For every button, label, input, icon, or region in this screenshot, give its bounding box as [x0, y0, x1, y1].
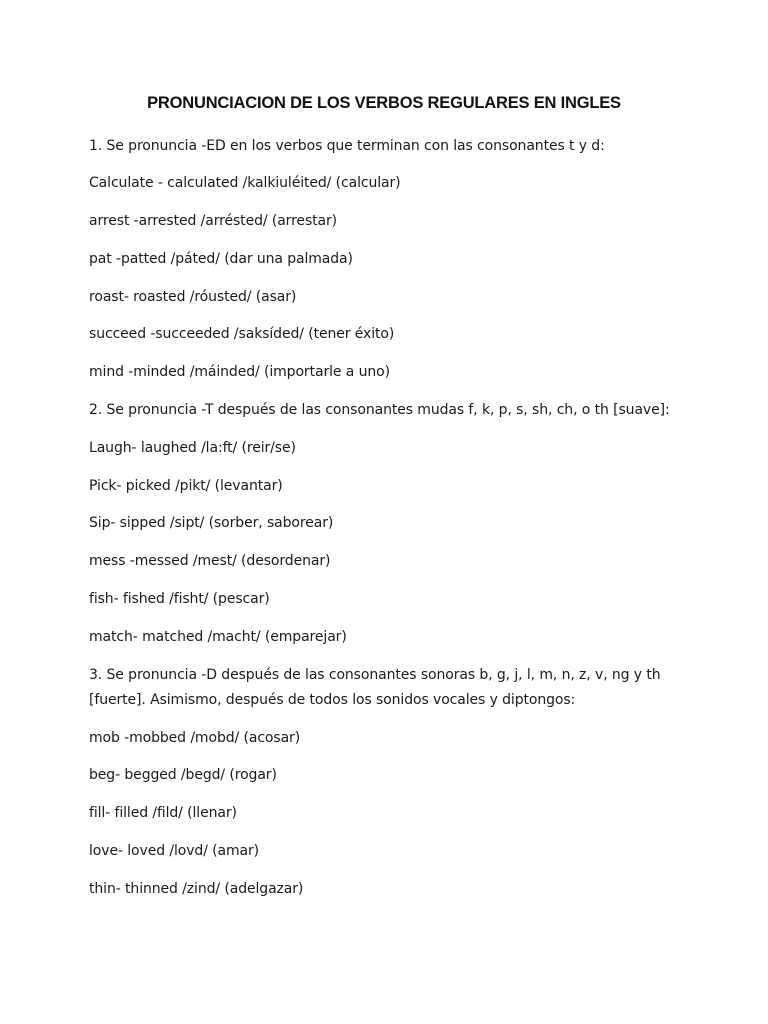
example-line: match- matched /macht/ (emparejar)	[89, 629, 347, 645]
example-line: beg- begged /begd/ (rogar)	[89, 767, 277, 783]
example-line: fish- fished /fisht/ (pescar)	[89, 591, 270, 607]
example-line: mind -minded /máinded/ (importarle a uno)	[89, 364, 390, 380]
example-line: Laugh- laughed /la:ft/ (reir/se)	[89, 440, 296, 456]
example-line: Sip- sipped /sipt/ (sorber, saborear)	[89, 515, 334, 531]
section-3-heading-line-2: [fuerte]. Asimismo, después de todos los sonidos vocales y diptongos:	[89, 692, 576, 708]
example-line: pat -patted /páted/ (dar una palmada)	[89, 251, 353, 267]
example-line: mess -messed /mest/ (desordenar)	[89, 553, 331, 569]
document-title: PRONUNCIACION DE LOS VERBOS REGULARES EN INGLES	[147, 94, 621, 112]
section-2-heading: 2. Se pronuncia -T después de las consonantes mudas f, k, p, s, sh, ch, o th [suave]:	[89, 402, 670, 418]
example-line: succeed -succeeded /saksíded/ (tener éxito)	[89, 326, 395, 342]
example-line: thin- thinned /zind/ (adelgazar)	[89, 881, 304, 897]
section-3-heading-line-1: 3. Se pronuncia -D después de las consonantes sonoras b, g, j, l, m, n, z, v, ng y th	[89, 667, 661, 683]
example-line: Calculate - calculated /kalkiuléited/ (calcular)	[89, 175, 401, 191]
example-line: roast- roasted /róusted/ (asar)	[89, 289, 297, 305]
example-line: Pick- picked /pikt/ (levantar)	[89, 478, 283, 494]
example-line: arrest -arrested /arrésted/ (arrestar)	[89, 213, 338, 229]
section-1-heading: 1. Se pronuncia -ED en los verbos que terminan con las consonantes t y d:	[89, 138, 605, 154]
example-line: fill- filled /fild/ (llenar)	[89, 805, 237, 821]
example-line: love- loved /lovd/ (amar)	[89, 843, 260, 859]
example-line: mob -mobbed /mobd/ (acosar)	[89, 730, 301, 746]
